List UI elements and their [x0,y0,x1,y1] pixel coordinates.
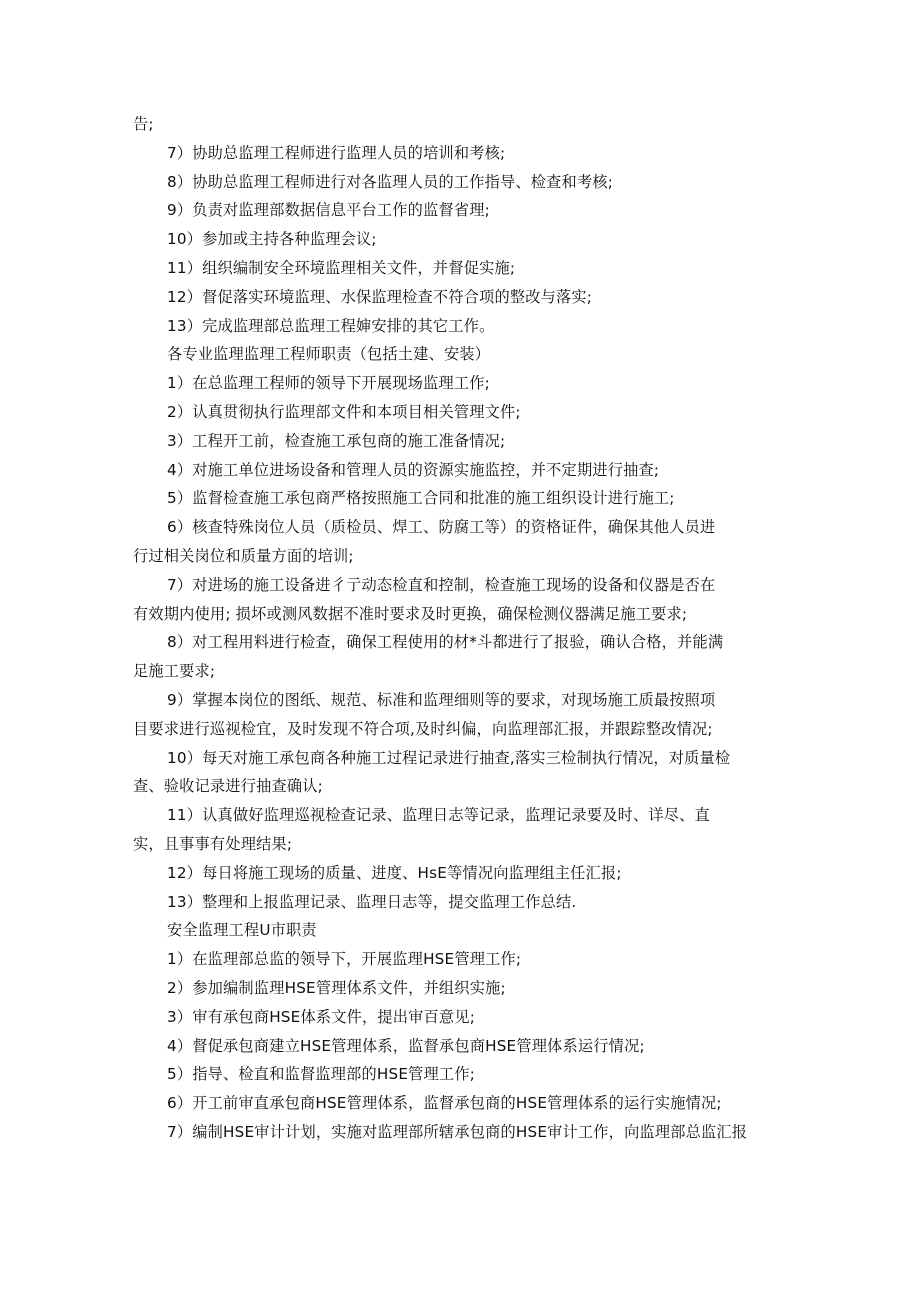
text-line: 1）在监理部总监的领导下，开展监理HSE管理工作; [167,950,522,969]
text-line: 2）认真贯彻执行监理部文件和本项目相关管理文件; [167,402,521,421]
text-line: 9）掌握本岗位的图纸、规范、标准和监理细则等的要求，对现场施工质最按照项 [167,690,716,709]
text-line: 9）负责对监理部数据信息平台工作的监督省理; [167,201,490,220]
text-line: 5）指导、检直和监督监理部的HSE管理工作; [167,1065,476,1084]
text-line: 13）整理和上报监理记录、监理日志等，提交监理工作总结. [167,892,577,911]
section-heading-professional-engineer: 各专业监理监理工程师职责（包括土建、安装） [167,345,491,364]
text-line: 1）在总监理工程师的领导下开展现场监理工作; [167,374,490,393]
text-line: 4）对施工单位进场设备和管理人员的资源实施监控，并不定期进行抽查; [167,460,660,479]
text-line: 13）完成监理部总监理工程婶安排的其它工作。 [167,316,495,335]
section-heading-safety-engineer: 安全监理工程U市职责 [167,921,317,940]
text-line: 足施工要求; [133,662,216,681]
text-line: 6）开工前审直承包商HSE管理体系，监督承包商的HSE管理体系的运行实施情况; [167,1094,722,1113]
text-line: 3）审有承包商HSE体系文件，提出审百意见; [167,1007,476,1026]
text-line: 行过相关岗位和质量方面的培训; [133,546,354,565]
text-line: 12）每日将施工现场的质量、进度、HsE等情况向监理组主任汇报; [167,863,622,882]
text-line: 查、验收记录进行抽查确认; [133,777,323,796]
text-line: 6）核查特殊岗位人员（质检员、焊工、防腐工等）的资格证件，确保其他人员进 [167,518,716,537]
text-line: 7）编制HSE审计计划，实施对监理部所辖承包商的HSE审计工作，向监理部总监汇报 [167,1122,748,1141]
text-line: 告; [133,115,154,133]
text-line: 5）监督检查施工承包商严格按照施工合同和批准的施工组织设计进行施工; [167,489,675,508]
text-line: 8）对工程用料进行检查，确保工程使用的材*斗都进行了报验，确认合格，并能满 [167,633,724,652]
text-line: 有效期内使用; 损坏或测风数据不准时要求及时更换，确保检测仪器满足施工要求; [133,604,688,623]
text-line: 11）组织编制安全环境监理相关文件，并督促实施; [167,258,516,277]
text-line: 3）工程开工前，检查施工承包商的施工准备情况; [167,431,506,450]
text-line: 7）协助总监理工程师进行监理人员的培训和考核; [167,143,506,162]
document-body [133,110,793,1147]
text-line: 12）督促落实环境监理、水保监理检查不符合项的整改与落实; [167,287,593,306]
text-line: 实，且事事有处理结果; [133,834,293,853]
text-line: 10）参加或主持各种监理会议; [167,230,377,249]
text-line: 11）认真做好监理巡视检查记录、监理日志等记录，监理记录要及时、详尽、直 [167,806,710,825]
text-line: 4）督促承包商建立HSE管理体系，监督承包商HSE管理体系运行情况; [167,1036,645,1055]
text-line: 8）协助总监理工程师进行对各监理人员的工作指导、检查和考核; [167,172,614,191]
text-line: 2）参加编制监理HSE管理体系文件，并组织实施; [167,978,506,997]
text-line: 7）对进场的施工设备进彳亍动态检直和控制，检查施工现场的设备和仪器是否在 [167,575,716,594]
text-line: 目要求进行巡视检宜，及时发现不符合项,及时纠偏，向监理部汇报，并跟踪整改情况; [133,719,713,738]
text-line: 10）每天对施工承包商各种施工过程记录进行抽查,落实三检制执行情况，对质量检 [167,748,731,767]
